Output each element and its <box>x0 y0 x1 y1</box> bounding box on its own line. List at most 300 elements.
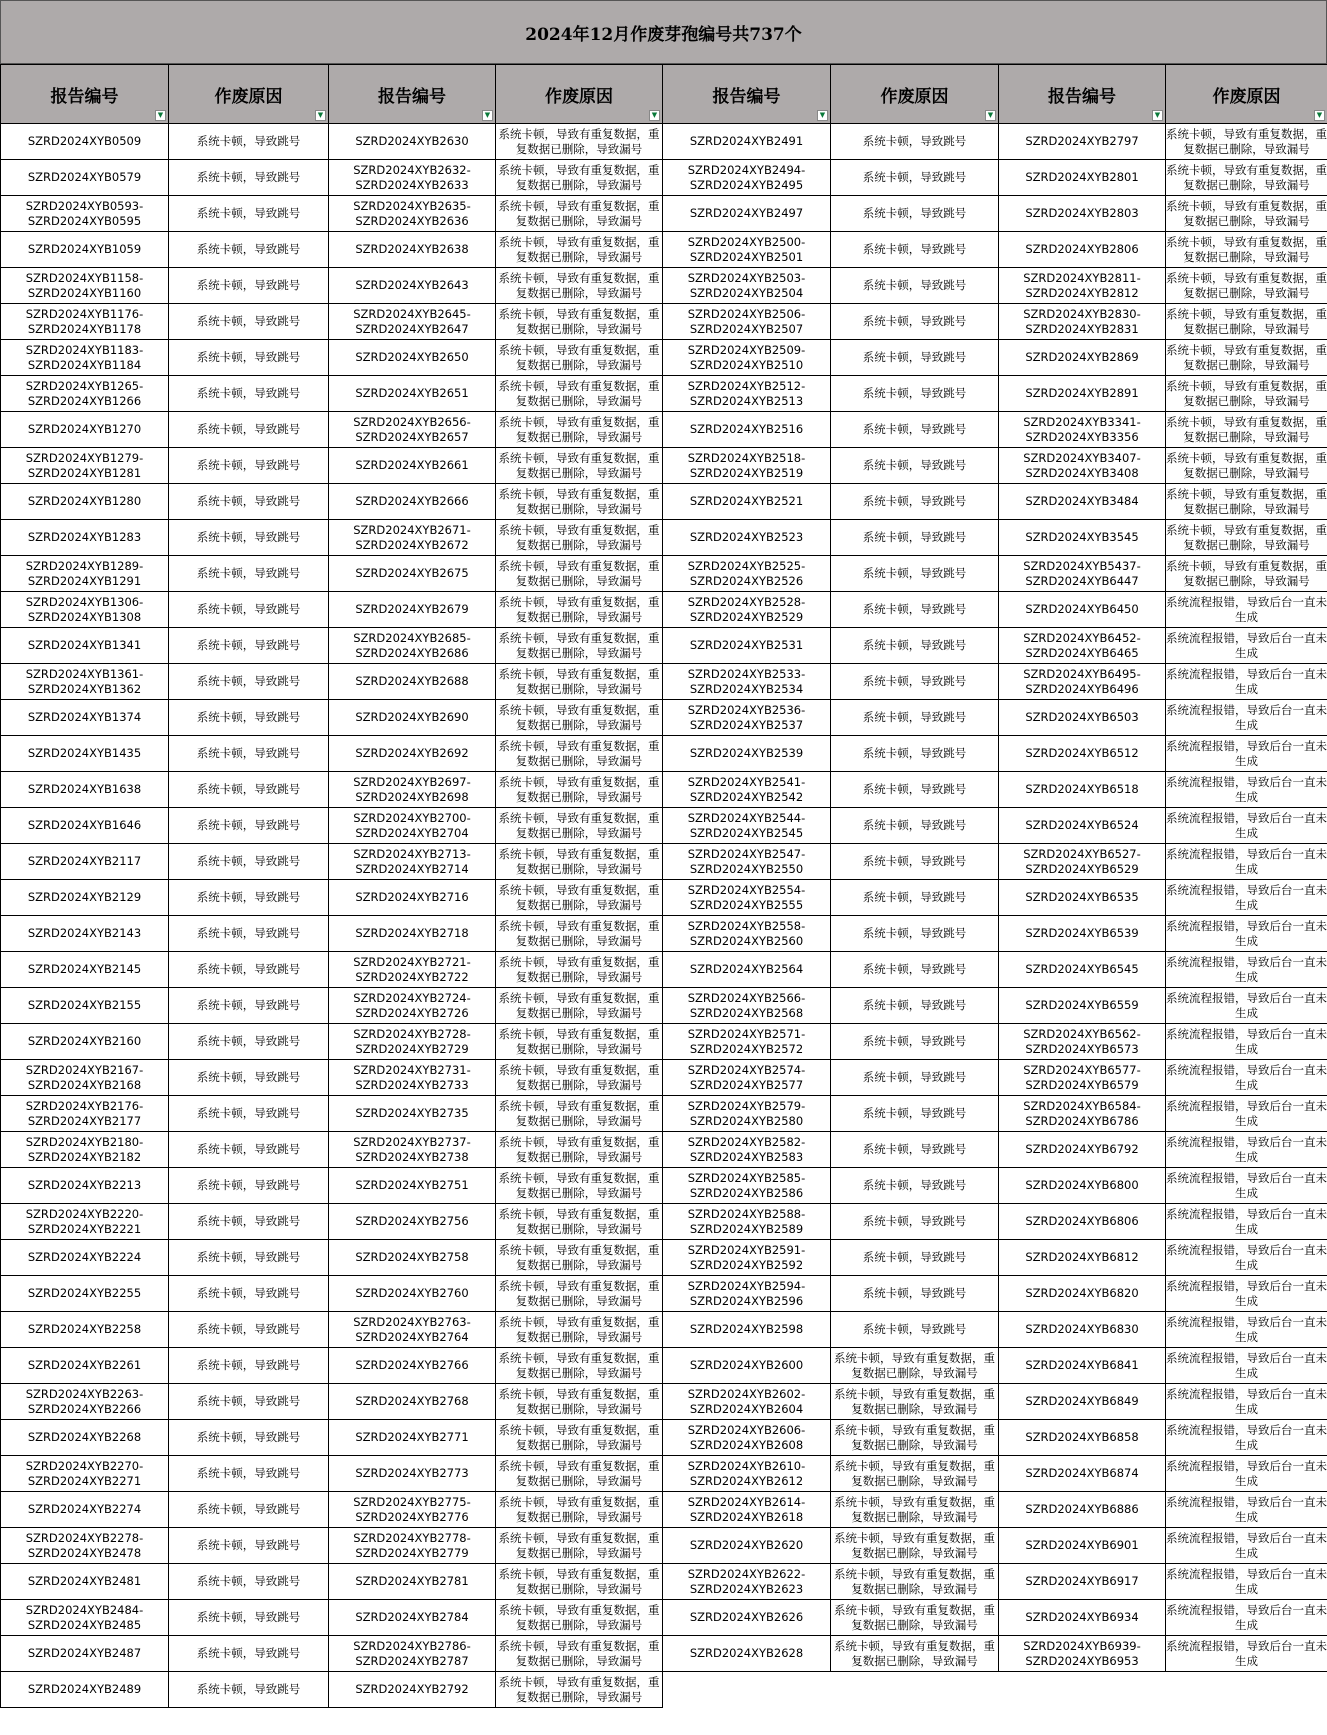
void-reason-cell[interactable]: 系统卡顿，导致有重复数据，重复数据已删除，导致漏号 <box>496 1564 663 1600</box>
report-number-cell[interactable]: SZRD2024XYB6503 <box>999 700 1166 736</box>
report-number-cell[interactable]: SZRD2024XYB1158- SZRD2024XYB1160 <box>1 268 169 304</box>
void-reason-cell[interactable]: 系统卡顿，导致有重复数据，重复数据已删除，导致漏号 <box>496 196 663 232</box>
report-number-cell[interactable]: SZRD2024XYB6450 <box>999 592 1166 628</box>
report-number-cell[interactable]: SZRD2024XYB2506- SZRD2024XYB2507 <box>663 304 831 340</box>
void-reason-cell[interactable]: 系统卡顿，导致跳号 <box>169 448 329 484</box>
void-reason-cell[interactable]: 系统卡顿，导致跳号 <box>169 1348 329 1384</box>
report-number-cell[interactable]: SZRD2024XYB3341- SZRD2024XYB3356 <box>999 412 1166 448</box>
empty-cell[interactable] <box>1166 1672 1327 1708</box>
report-number-cell[interactable]: SZRD2024XYB2610- SZRD2024XYB2612 <box>663 1456 831 1492</box>
void-reason-cell[interactable]: 系统卡顿，导致有重复数据，重复数据已删除，导致漏号 <box>496 448 663 484</box>
void-reason-cell[interactable]: 系统卡顿，导致有重复数据，重复数据已删除，导致漏号 <box>496 628 663 664</box>
report-number-cell[interactable]: SZRD2024XYB2643 <box>329 268 496 304</box>
report-number-cell[interactable]: SZRD2024XYB2588- SZRD2024XYB2589 <box>663 1204 831 1240</box>
void-reason-cell[interactable]: 系统卡顿，导致跳号 <box>169 1672 329 1708</box>
void-reason-cell[interactable]: 系统卡顿，导致跳号 <box>831 232 999 268</box>
report-number-cell[interactable]: SZRD2024XYB2270- SZRD2024XYB2271 <box>1 1456 169 1492</box>
void-reason-cell[interactable]: 系统卡顿，导致跳号 <box>831 628 999 664</box>
report-number-cell[interactable]: SZRD2024XYB2771 <box>329 1420 496 1456</box>
report-number-cell[interactable]: SZRD2024XYB6577- SZRD2024XYB6579 <box>999 1060 1166 1096</box>
report-number-cell[interactable]: SZRD2024XYB6849 <box>999 1384 1166 1420</box>
report-number-cell[interactable]: SZRD2024XYB2258 <box>1 1312 169 1348</box>
report-number-cell[interactable]: SZRD2024XYB2773 <box>329 1456 496 1492</box>
filter-dropdown-icon[interactable]: ▼ <box>1152 110 1163 121</box>
void-reason-cell[interactable]: 系统卡顿，导致跳号 <box>169 1492 329 1528</box>
void-reason-cell[interactable]: 系统卡顿，导致跳号 <box>831 124 999 160</box>
report-number-cell[interactable]: SZRD2024XYB2721- SZRD2024XYB2722 <box>329 952 496 988</box>
report-number-cell[interactable]: SZRD2024XYB2594- SZRD2024XYB2596 <box>663 1276 831 1312</box>
void-reason-cell[interactable]: 系统卡顿，导致跳号 <box>169 952 329 988</box>
report-number-cell[interactable]: SZRD2024XYB6518 <box>999 772 1166 808</box>
report-number-cell[interactable]: SZRD2024XYB2268 <box>1 1420 169 1456</box>
report-number-cell[interactable]: SZRD2024XYB2117 <box>1 844 169 880</box>
report-number-cell[interactable]: SZRD2024XYB1306- SZRD2024XYB1308 <box>1 592 169 628</box>
report-number-cell[interactable]: SZRD2024XYB2566- SZRD2024XYB2568 <box>663 988 831 1024</box>
void-reason-cell[interactable]: 系统卡顿，导致跳号 <box>169 556 329 592</box>
report-number-cell[interactable]: SZRD2024XYB6934 <box>999 1600 1166 1636</box>
report-number-cell[interactable]: SZRD2024XYB2489 <box>1 1672 169 1708</box>
void-reason-cell[interactable]: 系统卡顿，导致跳号 <box>169 772 329 808</box>
report-number-cell[interactable]: SZRD2024XYB6901 <box>999 1528 1166 1564</box>
void-reason-cell[interactable]: 系统卡顿，导致跳号 <box>831 340 999 376</box>
void-reason-cell[interactable]: 系统卡顿，导致跳号 <box>169 1600 329 1636</box>
report-number-cell[interactable]: SZRD2024XYB2756 <box>329 1204 496 1240</box>
void-reason-cell[interactable]: 系统卡顿，导致跳号 <box>831 1204 999 1240</box>
void-reason-cell[interactable]: 系统流程报错，导致后台一直未生成 <box>1166 664 1327 700</box>
void-reason-cell[interactable]: 系统流程报错，导致后台一直未生成 <box>1166 1636 1327 1672</box>
report-number-cell[interactable]: SZRD2024XYB6584- SZRD2024XYB6786 <box>999 1096 1166 1132</box>
report-number-cell[interactable]: SZRD2024XYB2891 <box>999 376 1166 412</box>
filter-dropdown-icon[interactable]: ▼ <box>985 110 996 121</box>
report-number-cell[interactable]: SZRD2024XYB2261 <box>1 1348 169 1384</box>
void-reason-cell[interactable]: 系统流程报错，导致后台一直未生成 <box>1166 736 1327 772</box>
void-reason-cell[interactable]: 系统卡顿，导致跳号 <box>831 1168 999 1204</box>
void-reason-cell[interactable]: 系统卡顿，导致有重复数据，重复数据已删除，导致漏号 <box>496 1060 663 1096</box>
void-reason-cell[interactable]: 系统卡顿，导致有重复数据，重复数据已删除，导致漏号 <box>496 1132 663 1168</box>
report-number-cell[interactable]: SZRD2024XYB2626 <box>663 1600 831 1636</box>
void-reason-cell[interactable]: 系统流程报错，导致后台一直未生成 <box>1166 1420 1327 1456</box>
report-number-cell[interactable]: SZRD2024XYB1265- SZRD2024XYB1266 <box>1 376 169 412</box>
void-reason-cell[interactable]: 系统卡顿，导致有重复数据，重复数据已删除，导致漏号 <box>831 1564 999 1600</box>
void-reason-cell[interactable]: 系统卡顿，导致跳号 <box>831 700 999 736</box>
report-number-cell[interactable]: SZRD2024XYB2591- SZRD2024XYB2592 <box>663 1240 831 1276</box>
report-number-cell[interactable]: SZRD2024XYB1435 <box>1 736 169 772</box>
report-number-cell[interactable]: SZRD2024XYB3484 <box>999 484 1166 520</box>
void-reason-cell[interactable]: 系统流程报错，导致后台一直未生成 <box>1166 1204 1327 1240</box>
report-number-cell[interactable]: SZRD2024XYB2645- SZRD2024XYB2647 <box>329 304 496 340</box>
report-number-cell[interactable]: SZRD2024XYB6524 <box>999 808 1166 844</box>
report-number-cell[interactable]: SZRD2024XYB2778- SZRD2024XYB2779 <box>329 1528 496 1564</box>
report-number-cell[interactable]: SZRD2024XYB2547- SZRD2024XYB2550 <box>663 844 831 880</box>
void-reason-cell[interactable]: 系统流程报错，导致后台一直未生成 <box>1166 916 1327 952</box>
void-reason-cell[interactable]: 系统卡顿，导致跳号 <box>169 808 329 844</box>
report-number-cell[interactable]: SZRD2024XYB6539 <box>999 916 1166 952</box>
void-reason-cell[interactable]: 系统卡顿，导致跳号 <box>169 124 329 160</box>
report-number-cell[interactable]: SZRD2024XYB2539 <box>663 736 831 772</box>
report-number-cell[interactable]: SZRD2024XYB2220- SZRD2024XYB2221 <box>1 1204 169 1240</box>
report-number-cell[interactable]: SZRD2024XYB2494- SZRD2024XYB2495 <box>663 160 831 196</box>
report-number-cell[interactable]: SZRD2024XYB1341 <box>1 628 169 664</box>
void-reason-cell[interactable]: 系统卡顿，导致跳号 <box>169 1024 329 1060</box>
void-reason-cell[interactable]: 系统卡顿，导致跳号 <box>831 952 999 988</box>
report-number-cell[interactable]: SZRD2024XYB2484- SZRD2024XYB2485 <box>1 1600 169 1636</box>
void-reason-cell[interactable]: 系统卡顿，导致跳号 <box>169 1132 329 1168</box>
report-number-cell[interactable]: SZRD2024XYB2528- SZRD2024XYB2529 <box>663 592 831 628</box>
report-number-cell[interactable]: SZRD2024XYB2760 <box>329 1276 496 1312</box>
void-reason-cell[interactable]: 系统卡顿，导致有重复数据，重复数据已删除，导致漏号 <box>1166 268 1327 304</box>
report-number-cell[interactable]: SZRD2024XYB1374 <box>1 700 169 736</box>
void-reason-cell[interactable]: 系统卡顿，导致跳号 <box>831 1240 999 1276</box>
void-reason-cell[interactable]: 系统卡顿，导致跳号 <box>169 1240 329 1276</box>
void-reason-cell[interactable]: 系统卡顿，导致有重复数据，重复数据已删除，导致漏号 <box>496 1204 663 1240</box>
void-reason-cell[interactable]: 系统流程报错，导致后台一直未生成 <box>1166 1060 1327 1096</box>
report-number-cell[interactable]: SZRD2024XYB0579 <box>1 160 169 196</box>
report-number-cell[interactable]: SZRD2024XYB6806 <box>999 1204 1166 1240</box>
report-number-cell[interactable]: SZRD2024XYB2518- SZRD2024XYB2519 <box>663 448 831 484</box>
void-reason-cell[interactable]: 系统卡顿，导致跳号 <box>169 268 329 304</box>
report-number-cell[interactable]: SZRD2024XYB2598 <box>663 1312 831 1348</box>
void-reason-cell[interactable]: 系统卡顿，导致有重复数据，重复数据已删除，导致漏号 <box>496 844 663 880</box>
void-reason-cell[interactable]: 系统卡顿，导致跳号 <box>831 844 999 880</box>
void-reason-cell[interactable]: 系统流程报错，导致后台一直未生成 <box>1166 1456 1327 1492</box>
void-reason-cell[interactable]: 系统卡顿，导致有重复数据，重复数据已删除，导致漏号 <box>496 556 663 592</box>
report-number-cell[interactable]: SZRD2024XYB2830- SZRD2024XYB2831 <box>999 304 1166 340</box>
report-number-cell[interactable]: SZRD2024XYB2523 <box>663 520 831 556</box>
report-number-cell[interactable]: SZRD2024XYB2521 <box>663 484 831 520</box>
void-reason-cell[interactable]: 系统流程报错，导致后台一直未生成 <box>1166 1168 1327 1204</box>
report-number-cell[interactable]: SZRD2024XYB2600 <box>663 1348 831 1384</box>
empty-cell[interactable] <box>831 1672 999 1708</box>
void-reason-cell[interactable]: 系统卡顿，导致有重复数据，重复数据已删除，导致漏号 <box>496 952 663 988</box>
void-reason-cell[interactable]: 系统流程报错，导致后台一直未生成 <box>1166 1492 1327 1528</box>
report-number-cell[interactable]: SZRD2024XYB2167- SZRD2024XYB2168 <box>1 1060 169 1096</box>
report-number-cell[interactable]: SZRD2024XYB2651 <box>329 376 496 412</box>
void-reason-cell[interactable]: 系统卡顿，导致跳号 <box>169 1420 329 1456</box>
filter-dropdown-icon[interactable]: ▼ <box>649 110 660 121</box>
report-number-cell[interactable]: SZRD2024XYB2775- SZRD2024XYB2776 <box>329 1492 496 1528</box>
void-reason-cell[interactable]: 系统卡顿，导致跳号 <box>831 376 999 412</box>
void-reason-cell[interactable]: 系统卡顿，导致跳号 <box>169 1096 329 1132</box>
report-number-cell[interactable]: SZRD2024XYB2481 <box>1 1564 169 1600</box>
void-reason-cell[interactable]: 系统流程报错，导致后台一直未生成 <box>1166 628 1327 664</box>
void-reason-cell[interactable]: 系统卡顿，导致跳号 <box>831 448 999 484</box>
void-reason-cell[interactable]: 系统卡顿，导致有重复数据，重复数据已删除，导致漏号 <box>496 736 663 772</box>
report-number-cell[interactable]: SZRD2024XYB2145 <box>1 952 169 988</box>
void-reason-cell[interactable]: 系统卡顿，导致跳号 <box>169 988 329 1024</box>
report-number-cell[interactable]: SZRD2024XYB1638 <box>1 772 169 808</box>
report-number-cell[interactable]: SZRD2024XYB2671- SZRD2024XYB2672 <box>329 520 496 556</box>
report-number-cell[interactable]: SZRD2024XYB2129 <box>1 880 169 916</box>
void-reason-cell[interactable]: 系统卡顿，导致有重复数据，重复数据已删除，导致漏号 <box>496 1672 663 1708</box>
report-number-cell[interactable]: SZRD2024XYB2491 <box>663 124 831 160</box>
report-number-cell[interactable]: SZRD2024XYB1176- SZRD2024XYB1178 <box>1 304 169 340</box>
void-reason-cell[interactable]: 系统卡顿，导致有重复数据，重复数据已删除，导致漏号 <box>496 1384 663 1420</box>
report-number-cell[interactable]: SZRD2024XYB2255 <box>1 1276 169 1312</box>
report-number-cell[interactable]: SZRD2024XYB2685- SZRD2024XYB2686 <box>329 628 496 664</box>
report-number-cell[interactable]: SZRD2024XYB2692 <box>329 736 496 772</box>
filter-dropdown-icon[interactable]: ▼ <box>155 110 166 121</box>
void-reason-cell[interactable]: 系统卡顿，导致跳号 <box>169 304 329 340</box>
void-reason-cell[interactable]: 系统卡顿，导致有重复数据，重复数据已删除，导致漏号 <box>1166 160 1327 196</box>
report-number-cell[interactable]: SZRD2024XYB2497 <box>663 196 831 232</box>
void-reason-cell[interactable]: 系统卡顿，导致有重复数据，重复数据已删除，导致漏号 <box>496 1348 663 1384</box>
void-reason-cell[interactable]: 系统卡顿，导致跳号 <box>169 1168 329 1204</box>
void-reason-cell[interactable]: 系统流程报错，导致后台一直未生成 <box>1166 880 1327 916</box>
void-reason-cell[interactable]: 系统卡顿，导致跳号 <box>169 1456 329 1492</box>
void-reason-cell[interactable]: 系统卡顿，导致跳号 <box>169 1564 329 1600</box>
void-reason-cell[interactable]: 系统卡顿，导致有重复数据，重复数据已删除，导致漏号 <box>496 1024 663 1060</box>
report-number-cell[interactable]: SZRD2024XYB2786- SZRD2024XYB2787 <box>329 1636 496 1672</box>
void-reason-cell[interactable]: 系统卡顿，导致跳号 <box>831 268 999 304</box>
report-number-cell[interactable]: SZRD2024XYB2675 <box>329 556 496 592</box>
report-number-cell[interactable]: SZRD2024XYB2688 <box>329 664 496 700</box>
void-reason-cell[interactable]: 系统卡顿，导致跳号 <box>169 664 329 700</box>
void-reason-cell[interactable]: 系统卡顿，导致有重复数据，重复数据已删除，导致漏号 <box>1166 124 1327 160</box>
void-reason-cell[interactable]: 系统卡顿，导致跳号 <box>169 736 329 772</box>
report-number-cell[interactable]: SZRD2024XYB2635- SZRD2024XYB2636 <box>329 196 496 232</box>
void-reason-cell[interactable]: 系统卡顿，导致跳号 <box>169 1060 329 1096</box>
void-reason-cell[interactable]: 系统流程报错，导致后台一直未生成 <box>1166 1276 1327 1312</box>
void-reason-cell[interactable]: 系统卡顿，导致有重复数据，重复数据已删除，导致漏号 <box>496 1276 663 1312</box>
void-reason-cell[interactable]: 系统卡顿，导致有重复数据，重复数据已删除，导致漏号 <box>1166 484 1327 520</box>
void-reason-cell[interactable]: 系统卡顿，导致有重复数据，重复数据已删除，导致漏号 <box>831 1528 999 1564</box>
report-number-cell[interactable]: SZRD2024XYB6800 <box>999 1168 1166 1204</box>
void-reason-cell[interactable]: 系统卡顿，导致跳号 <box>169 160 329 196</box>
report-number-cell[interactable]: SZRD2024XYB1270 <box>1 412 169 448</box>
void-reason-cell[interactable]: 系统卡顿，导致有重复数据，重复数据已删除，导致漏号 <box>496 268 663 304</box>
report-number-cell[interactable]: SZRD2024XYB1646 <box>1 808 169 844</box>
void-reason-cell[interactable]: 系统卡顿，导致跳号 <box>169 340 329 376</box>
filter-dropdown-icon[interactable]: ▼ <box>1314 110 1325 121</box>
void-reason-cell[interactable]: 系统卡顿，导致跳号 <box>831 916 999 952</box>
report-number-cell[interactable]: SZRD2024XYB2620 <box>663 1528 831 1564</box>
report-number-cell[interactable]: SZRD2024XYB2614- SZRD2024XYB2618 <box>663 1492 831 1528</box>
void-reason-cell[interactable]: 系统卡顿，导致跳号 <box>169 1204 329 1240</box>
report-number-cell[interactable]: SZRD2024XYB6939- SZRD2024XYB6953 <box>999 1636 1166 1672</box>
report-number-cell[interactable]: SZRD2024XYB0509 <box>1 124 169 160</box>
void-reason-cell[interactable]: 系统卡顿，导致跳号 <box>169 520 329 556</box>
void-reason-cell[interactable]: 系统卡顿，导致跳号 <box>169 628 329 664</box>
report-number-cell[interactable]: SZRD2024XYB2274 <box>1 1492 169 1528</box>
void-reason-cell[interactable]: 系统流程报错，导致后台一直未生成 <box>1166 1384 1327 1420</box>
void-reason-cell[interactable]: 系统卡顿，导致跳号 <box>831 988 999 1024</box>
report-number-cell[interactable]: SZRD2024XYB6559 <box>999 988 1166 1024</box>
void-reason-cell[interactable]: 系统流程报错，导致后台一直未生成 <box>1166 1312 1327 1348</box>
void-reason-cell[interactable]: 系统卡顿，导致跳号 <box>169 1312 329 1348</box>
void-reason-cell[interactable]: 系统卡顿，导致跳号 <box>831 484 999 520</box>
void-reason-cell[interactable]: 系统卡顿，导致有重复数据，重复数据已删除，导致漏号 <box>831 1600 999 1636</box>
void-reason-cell[interactable]: 系统卡顿，导致有重复数据，重复数据已删除，导致漏号 <box>831 1492 999 1528</box>
void-reason-cell[interactable]: 系统卡顿，导致跳号 <box>169 880 329 916</box>
report-number-cell[interactable]: SZRD2024XYB2503- SZRD2024XYB2504 <box>663 268 831 304</box>
void-reason-cell[interactable]: 系统卡顿，导致跳号 <box>831 1312 999 1348</box>
void-reason-cell[interactable]: 系统卡顿，导致跳号 <box>831 1132 999 1168</box>
void-reason-cell[interactable]: 系统卡顿，导致有重复数据，重复数据已删除，导致漏号 <box>496 160 663 196</box>
report-number-cell[interactable]: SZRD2024XYB2533- SZRD2024XYB2534 <box>663 664 831 700</box>
report-number-cell[interactable]: SZRD2024XYB2806 <box>999 232 1166 268</box>
report-number-cell[interactable]: SZRD2024XYB2690 <box>329 700 496 736</box>
filter-dropdown-icon[interactable]: ▼ <box>817 110 828 121</box>
report-number-cell[interactable]: SZRD2024XYB2758 <box>329 1240 496 1276</box>
report-number-cell[interactable]: SZRD2024XYB2278- SZRD2024XYB2478 <box>1 1528 169 1564</box>
void-reason-cell[interactable]: 系统卡顿，导致跳号 <box>831 160 999 196</box>
filter-dropdown-icon[interactable]: ▼ <box>315 110 326 121</box>
void-reason-cell[interactable]: 系统卡顿，导致有重复数据，重复数据已删除，导致漏号 <box>496 700 663 736</box>
report-number-cell[interactable]: SZRD2024XYB2554- SZRD2024XYB2555 <box>663 880 831 916</box>
void-reason-cell[interactable]: 系统卡顿，导致跳号 <box>831 772 999 808</box>
void-reason-cell[interactable]: 系统卡顿，导致有重复数据，重复数据已删除，导致漏号 <box>496 916 663 952</box>
report-number-cell[interactable]: SZRD2024XYB2176- SZRD2024XYB2177 <box>1 1096 169 1132</box>
report-number-cell[interactable]: SZRD2024XYB3407- SZRD2024XYB3408 <box>999 448 1166 484</box>
void-reason-cell[interactable]: 系统卡顿，导致跳号 <box>831 880 999 916</box>
report-number-cell[interactable]: SZRD2024XYB6820 <box>999 1276 1166 1312</box>
void-reason-cell[interactable]: 系统卡顿，导致有重复数据，重复数据已删除，导致漏号 <box>831 1456 999 1492</box>
report-number-cell[interactable]: SZRD2024XYB2564 <box>663 952 831 988</box>
report-number-cell[interactable]: SZRD2024XYB2536- SZRD2024XYB2537 <box>663 700 831 736</box>
report-number-cell[interactable]: SZRD2024XYB2766 <box>329 1348 496 1384</box>
void-reason-cell[interactable]: 系统卡顿，导致跳号 <box>169 592 329 628</box>
void-reason-cell[interactable]: 系统卡顿，导致有重复数据，重复数据已删除，导致漏号 <box>496 1528 663 1564</box>
report-number-cell[interactable]: SZRD2024XYB2811- SZRD2024XYB2812 <box>999 268 1166 304</box>
void-reason-cell[interactable]: 系统卡顿，导致有重复数据，重复数据已删除，导致漏号 <box>1166 304 1327 340</box>
report-number-cell[interactable]: SZRD2024XYB2500- SZRD2024XYB2501 <box>663 232 831 268</box>
report-number-cell[interactable]: SZRD2024XYB6527- SZRD2024XYB6529 <box>999 844 1166 880</box>
void-reason-cell[interactable]: 系统卡顿，导致跳号 <box>169 1384 329 1420</box>
void-reason-cell[interactable]: 系统卡顿，导致有重复数据，重复数据已删除，导致漏号 <box>496 592 663 628</box>
void-reason-cell[interactable]: 系统卡顿，导致跳号 <box>169 916 329 952</box>
report-number-cell[interactable]: SZRD2024XYB2737- SZRD2024XYB2738 <box>329 1132 496 1168</box>
report-number-cell[interactable]: SZRD2024XYB2632- SZRD2024XYB2633 <box>329 160 496 196</box>
report-number-cell[interactable]: SZRD2024XYB6562- SZRD2024XYB6573 <box>999 1024 1166 1060</box>
report-number-cell[interactable]: SZRD2024XYB2571- SZRD2024XYB2572 <box>663 1024 831 1060</box>
report-number-cell[interactable]: SZRD2024XYB2602- SZRD2024XYB2604 <box>663 1384 831 1420</box>
report-number-cell[interactable]: SZRD2024XYB1283 <box>1 520 169 556</box>
void-reason-cell[interactable]: 系统卡顿，导致跳号 <box>831 1096 999 1132</box>
report-number-cell[interactable]: SZRD2024XYB2763- SZRD2024XYB2764 <box>329 1312 496 1348</box>
report-number-cell[interactable]: SZRD2024XYB2544- SZRD2024XYB2545 <box>663 808 831 844</box>
report-number-cell[interactable]: SZRD2024XYB2512- SZRD2024XYB2513 <box>663 376 831 412</box>
void-reason-cell[interactable]: 系统卡顿，导致有重复数据，重复数据已删除，导致漏号 <box>496 124 663 160</box>
void-reason-cell[interactable]: 系统卡顿，导致跳号 <box>169 412 329 448</box>
report-number-cell[interactable]: SZRD2024XYB6874 <box>999 1456 1166 1492</box>
report-number-cell[interactable]: SZRD2024XYB6858 <box>999 1420 1166 1456</box>
void-reason-cell[interactable]: 系统流程报错，导致后台一直未生成 <box>1166 1132 1327 1168</box>
report-number-cell[interactable]: SZRD2024XYB2661 <box>329 448 496 484</box>
report-number-cell[interactable]: SZRD2024XYB0593- SZRD2024XYB0595 <box>1 196 169 232</box>
report-number-cell[interactable]: SZRD2024XYB6830 <box>999 1312 1166 1348</box>
void-reason-cell[interactable]: 系统卡顿，导致跳号 <box>831 736 999 772</box>
report-number-cell[interactable]: SZRD2024XYB2718 <box>329 916 496 952</box>
report-number-cell[interactable]: SZRD2024XYB6545 <box>999 952 1166 988</box>
report-number-cell[interactable]: SZRD2024XYB2700- SZRD2024XYB2704 <box>329 808 496 844</box>
report-number-cell[interactable]: SZRD2024XYB2768 <box>329 1384 496 1420</box>
void-reason-cell[interactable]: 系统卡顿，导致有重复数据，重复数据已删除，导致漏号 <box>496 484 663 520</box>
empty-cell[interactable] <box>999 1672 1166 1708</box>
report-number-cell[interactable]: SZRD2024XYB6535 <box>999 880 1166 916</box>
void-reason-cell[interactable]: 系统卡顿，导致有重复数据，重复数据已删除，导致漏号 <box>496 1312 663 1348</box>
report-number-cell[interactable]: SZRD2024XYB2606- SZRD2024XYB2608 <box>663 1420 831 1456</box>
void-reason-cell[interactable]: 系统流程报错，导致后台一直未生成 <box>1166 988 1327 1024</box>
void-reason-cell[interactable]: 系统卡顿，导致有重复数据，重复数据已删除，导致漏号 <box>496 1600 663 1636</box>
report-number-cell[interactable]: SZRD2024XYB2582- SZRD2024XYB2583 <box>663 1132 831 1168</box>
void-reason-cell[interactable]: 系统卡顿，导致有重复数据，重复数据已删除，导致漏号 <box>496 1240 663 1276</box>
void-reason-cell[interactable]: 系统卡顿，导致跳号 <box>169 1528 329 1564</box>
void-reason-cell[interactable]: 系统卡顿，导致跳号 <box>169 844 329 880</box>
report-number-cell[interactable]: SZRD2024XYB2531 <box>663 628 831 664</box>
void-reason-cell[interactable]: 系统卡顿，导致有重复数据，重复数据已删除，导致漏号 <box>496 376 663 412</box>
report-number-cell[interactable]: SZRD2024XYB6812 <box>999 1240 1166 1276</box>
void-reason-cell[interactable]: 系统卡顿，导致有重复数据，重复数据已删除，导致漏号 <box>496 1420 663 1456</box>
void-reason-cell[interactable]: 系统流程报错，导致后台一直未生成 <box>1166 952 1327 988</box>
report-number-cell[interactable]: SZRD2024XYB2525- SZRD2024XYB2526 <box>663 556 831 592</box>
void-reason-cell[interactable]: 系统卡顿，导致有重复数据，重复数据已删除，导致漏号 <box>1166 448 1327 484</box>
report-number-cell[interactable]: SZRD2024XYB6512 <box>999 736 1166 772</box>
void-reason-cell[interactable]: 系统卡顿，导致有重复数据，重复数据已删除，导致漏号 <box>496 1168 663 1204</box>
report-number-cell[interactable]: SZRD2024XYB1279- SZRD2024XYB1281 <box>1 448 169 484</box>
void-reason-cell[interactable]: 系统卡顿，导致有重复数据，重复数据已删除，导致漏号 <box>1166 232 1327 268</box>
report-number-cell[interactable]: SZRD2024XYB6495- SZRD2024XYB6496 <box>999 664 1166 700</box>
report-number-cell[interactable]: SZRD2024XYB2801 <box>999 160 1166 196</box>
report-number-cell[interactable]: SZRD2024XYB2509- SZRD2024XYB2510 <box>663 340 831 376</box>
report-number-cell[interactable]: SZRD2024XYB1059 <box>1 232 169 268</box>
void-reason-cell[interactable]: 系统卡顿，导致有重复数据，重复数据已删除，导致漏号 <box>1166 340 1327 376</box>
void-reason-cell[interactable]: 系统卡顿，导致跳号 <box>831 664 999 700</box>
void-reason-cell[interactable]: 系统卡顿，导致有重复数据，重复数据已删除，导致漏号 <box>496 520 663 556</box>
void-reason-cell[interactable]: 系统卡顿，导致跳号 <box>169 1636 329 1672</box>
void-reason-cell[interactable]: 系统卡顿，导致跳号 <box>169 232 329 268</box>
report-number-cell[interactable]: SZRD2024XYB2224 <box>1 1240 169 1276</box>
void-reason-cell[interactable]: 系统卡顿，导致跳号 <box>831 196 999 232</box>
void-reason-cell[interactable]: 系统卡顿，导致有重复数据，重复数据已删除，导致漏号 <box>496 412 663 448</box>
void-reason-cell[interactable]: 系统卡顿，导致有重复数据，重复数据已删除，导致漏号 <box>496 664 663 700</box>
report-number-cell[interactable]: SZRD2024XYB6792 <box>999 1132 1166 1168</box>
void-reason-cell[interactable]: 系统卡顿，导致有重复数据，重复数据已删除，导致漏号 <box>831 1420 999 1456</box>
report-number-cell[interactable]: SZRD2024XYB2751 <box>329 1168 496 1204</box>
void-reason-cell[interactable]: 系统卡顿，导致跳号 <box>169 376 329 412</box>
report-number-cell[interactable]: SZRD2024XYB2487 <box>1 1636 169 1672</box>
report-number-cell[interactable]: SZRD2024XYB2579- SZRD2024XYB2580 <box>663 1096 831 1132</box>
report-number-cell[interactable]: SZRD2024XYB2792 <box>329 1672 496 1708</box>
report-number-cell[interactable]: SZRD2024XYB2516 <box>663 412 831 448</box>
report-number-cell[interactable]: SZRD2024XYB2803 <box>999 196 1166 232</box>
report-number-cell[interactable]: SZRD2024XYB2160 <box>1 1024 169 1060</box>
report-number-cell[interactable]: SZRD2024XYB1289- SZRD2024XYB1291 <box>1 556 169 592</box>
report-number-cell[interactable]: SZRD2024XYB2155 <box>1 988 169 1024</box>
void-reason-cell[interactable]: 系统卡顿，导致有重复数据，重复数据已删除，导致漏号 <box>1166 196 1327 232</box>
report-number-cell[interactable]: SZRD2024XYB2213 <box>1 1168 169 1204</box>
report-number-cell[interactable]: SZRD2024XYB3545 <box>999 520 1166 556</box>
void-reason-cell[interactable]: 系统卡顿，导致有重复数据，重复数据已删除，导致漏号 <box>496 1096 663 1132</box>
filter-dropdown-icon[interactable]: ▼ <box>482 110 493 121</box>
void-reason-cell[interactable]: 系统卡顿，导致有重复数据，重复数据已删除，导致漏号 <box>496 988 663 1024</box>
void-reason-cell[interactable]: 系统流程报错，导致后台一直未生成 <box>1166 1348 1327 1384</box>
void-reason-cell[interactable]: 系统卡顿，导致跳号 <box>831 808 999 844</box>
void-reason-cell[interactable]: 系统卡顿，导致有重复数据，重复数据已删除，导致漏号 <box>496 1492 663 1528</box>
void-reason-cell[interactable]: 系统卡顿，导致有重复数据，重复数据已删除，导致漏号 <box>496 1456 663 1492</box>
report-number-cell[interactable]: SZRD2024XYB1361- SZRD2024XYB1362 <box>1 664 169 700</box>
void-reason-cell[interactable]: 系统流程报错，导致后台一直未生成 <box>1166 1240 1327 1276</box>
report-number-cell[interactable]: SZRD2024XYB6452- SZRD2024XYB6465 <box>999 628 1166 664</box>
report-number-cell[interactable]: SZRD2024XYB2666 <box>329 484 496 520</box>
report-number-cell[interactable]: SZRD2024XYB6917 <box>999 1564 1166 1600</box>
void-reason-cell[interactable]: 系统流程报错，导致后台一直未生成 <box>1166 1024 1327 1060</box>
void-reason-cell[interactable]: 系统卡顿，导致有重复数据，重复数据已删除，导致漏号 <box>1166 412 1327 448</box>
report-number-cell[interactable]: SZRD2024XYB2630 <box>329 124 496 160</box>
report-number-cell[interactable]: SZRD2024XYB2638 <box>329 232 496 268</box>
report-number-cell[interactable]: SZRD2024XYB6886 <box>999 1492 1166 1528</box>
void-reason-cell[interactable]: 系统流程报错，导致后台一直未生成 <box>1166 844 1327 880</box>
report-number-cell[interactable]: SZRD2024XYB5437- SZRD2024XYB6447 <box>999 556 1166 592</box>
